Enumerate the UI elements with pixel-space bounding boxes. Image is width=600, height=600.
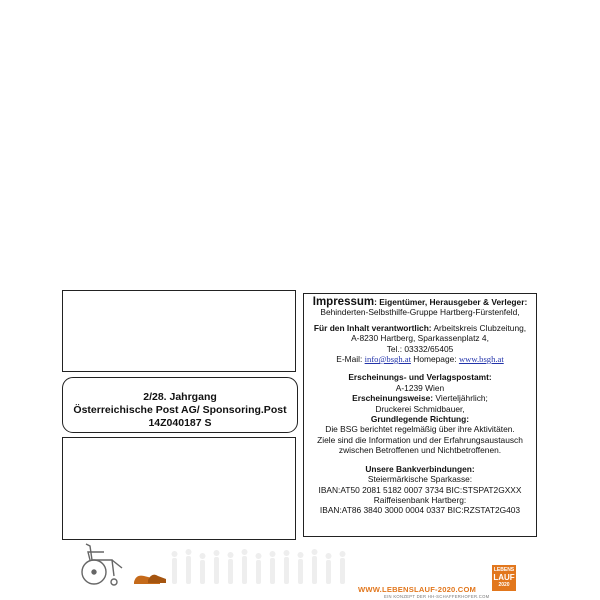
logo-top: LEBENS bbox=[493, 567, 515, 573]
bank-label: Unsere Bankverbindungen: bbox=[365, 463, 475, 474]
lebenslauf-logo bbox=[492, 565, 516, 591]
postamt-label: Erscheinungs- und Verlagspostamt: bbox=[348, 372, 492, 383]
post-number-line: 14Z040187 S bbox=[148, 417, 212, 429]
post-sponsoring-line: Österreichische Post AG/ Sponsoring.Post bbox=[73, 404, 287, 416]
postamt-value: A-1239 Wien bbox=[395, 382, 445, 393]
crowd-silhouette-icon bbox=[172, 549, 346, 584]
impressum-title-line bbox=[304, 297, 536, 307]
direction-label: Grundlegende Richtung: bbox=[370, 414, 470, 425]
email-link[interactable]: info@bsgh.at bbox=[364, 354, 411, 365]
homepage-label: Homepage: bbox=[410, 354, 459, 365]
logo-mid: LAUF bbox=[493, 573, 515, 582]
address-field-bottom bbox=[62, 437, 296, 540]
postal-info-box bbox=[62, 377, 298, 433]
publisher-phone: Tel.: 03332/65405 bbox=[386, 343, 454, 354]
direction-text-3: zwischen Betroffenen und Nichtbetroffenen. bbox=[338, 445, 502, 456]
logo-bottom: 2020 bbox=[498, 582, 510, 588]
responsible-label: Für den Inhalt verantwortlich: bbox=[313, 322, 432, 333]
bank2-name: Raiffeisenbank Hartberg: bbox=[373, 494, 467, 505]
direction-text-1: Die BSG berichtet regelmäßig über ihre Aktivitäten. bbox=[325, 424, 515, 435]
wheelchair-icon bbox=[82, 544, 122, 585]
bank1-iban: IBAN:AT50 2081 5182 0007 3734 BIC:STSPAT2GXXX bbox=[318, 484, 522, 495]
bank1-name: Steiermärkische Sparkasse: bbox=[367, 474, 473, 485]
footer-tagline: EIN KONZEPT DER HH-SCHAFFERHOFER.COM bbox=[384, 594, 490, 599]
responsible-value: Arbeitskreis Clubzeitung, bbox=[431, 322, 527, 333]
footer-illustration bbox=[60, 538, 490, 588]
frequency-value: Vierteljährlich; bbox=[433, 393, 488, 404]
shoe-icon bbox=[134, 575, 166, 584]
footer-url[interactable]: WWW.LEBENSLAUF-2020.COM bbox=[358, 585, 477, 594]
bank2-iban: IBAN:AT86 3840 3000 0004 0337 BIC:RZSTAT2G403 bbox=[319, 505, 521, 516]
impressum-box bbox=[303, 293, 537, 537]
publisher-address: A-8230 Hartberg, Sparkassenplatz 4, bbox=[351, 333, 489, 344]
email-label: E-Mail: bbox=[336, 354, 365, 365]
homepage-link[interactable]: www.bsgh.at bbox=[458, 354, 504, 365]
impressum-owner-label: : Eigentümer, Herausgeber & Verleger: bbox=[374, 297, 528, 307]
frequency-label: Erscheinungsweise: bbox=[352, 393, 434, 404]
direction-text-2: Ziele sind die Information und der Erfahrungsaustausch bbox=[317, 434, 523, 445]
printer-name: Druckerei Schmidbauer, bbox=[375, 403, 465, 414]
volume-line: 2/28. Jahrgang bbox=[143, 391, 217, 403]
publisher-name: Behinderten-Selbsthilfe-Gruppe Hartberg-Fürstenfeld, bbox=[320, 307, 520, 318]
address-field-top bbox=[62, 290, 296, 372]
impressum-title: Impressum bbox=[312, 296, 375, 308]
